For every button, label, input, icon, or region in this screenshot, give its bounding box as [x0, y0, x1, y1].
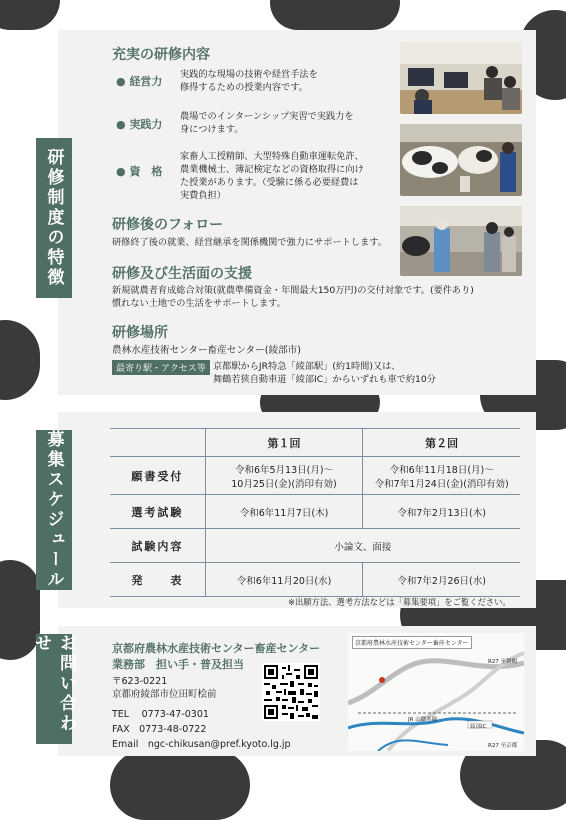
table-row: [110, 457, 520, 495]
access-badge: 最寄り駅・アクセス等: [112, 360, 210, 375]
schedule-note: ※出願方法、選考方法などは「募集要項」をご覧ください。: [288, 597, 511, 607]
support-text: 新規就農者育成総合対策(就農準備資金・年間最大150万円)の交付対象です。(要件あり) 慣れない土地での生活をサポートします。: [112, 285, 474, 309]
place-title: 研修場所: [112, 325, 168, 341]
fax: FAX 0773-48-0722: [112, 724, 207, 735]
org-name: 京都府農林水産技術センター畜産センター: [112, 642, 321, 655]
barn-photo: [400, 206, 522, 276]
cow-pattern-spot: [0, 0, 60, 30]
email[interactable]: Email ngc-chikusan@pref.kyoto.lg.jp: [112, 739, 291, 750]
postal-code: 〒623-0221: [112, 676, 168, 687]
cow-pattern-spot: [0, 320, 40, 400]
row-label-exam-content: 試験内容: [110, 529, 205, 563]
schedule-header-blank: [110, 429, 205, 457]
schedule-tab: [36, 430, 72, 590]
support-title: 研修及び生活面の支援: [112, 266, 252, 282]
schedule-header-row: [110, 429, 520, 457]
row-label-announcement: 発 表: [110, 563, 205, 597]
table-row: [110, 495, 520, 529]
schedule-tab-label: 募集スケジュール: [43, 430, 64, 590]
application-round-2: 令和6年11月18日(月)～ 令和7年1月24日(金)(消印有効): [363, 457, 520, 495]
map-label: 京都府農林水産技術センター畜産センター: [352, 636, 472, 649]
bullet-management-label: ● 経営力: [116, 75, 163, 88]
address: 京都府綾部市位田町桧前: [112, 689, 217, 700]
bullet-management-text: 実践的な現場の技術や経営手法を 修得するための授業内容です。: [180, 69, 318, 93]
follow-text: 研修終了後の就業、経営継承を関係機関で強力にサポートします。: [112, 237, 387, 248]
tel: TEL 0773-47-0301: [112, 709, 209, 720]
row-label-application: 願書受付: [110, 457, 205, 495]
dept-name: 業務部 担い手・普及担当: [112, 658, 244, 671]
table-row: [110, 529, 520, 563]
map-ic: 綾部IC: [470, 724, 487, 730]
bullet-practice-label: ● 実践力: [116, 118, 163, 131]
column-round-2: 第２回: [363, 429, 520, 457]
follow-title: 研修後のフォロー: [112, 217, 224, 233]
bullet-qualification-label: ● 資 格: [116, 165, 163, 178]
qr-code[interactable]: [262, 663, 320, 721]
classroom-photo: [400, 42, 522, 114]
training-content-title: 充実の研修内容: [112, 47, 210, 63]
contact-tab: [31, 634, 76, 744]
map-station: JR 山陰本線: [408, 717, 438, 723]
exam-round-1: 令和6年11月7日(木): [205, 495, 363, 529]
announcement-round-2: 令和7年2月26日(水): [363, 563, 520, 597]
cow-pattern-spot: [110, 750, 250, 820]
place-name: 農林水産技術センター畜産センター(綾部市): [112, 345, 301, 356]
access-text: 京都駅からJR特急「綾部駅」(約1時間)又は、 舞鶴若狭自動車道「綾部IC」からいずれも車で約10分: [213, 361, 436, 385]
bullet-qualification-text: 家畜人工授精師、大型特殊自動車運転免許、 農業機械士、簿記検定などの資格取得に向け た授業があります。（受験に係る必要経費は 実費負担）: [180, 151, 364, 201]
column-round-1: 第１回: [205, 429, 363, 457]
cows-photo: [400, 124, 522, 196]
exam-round-2: 令和7年2月13日(木): [363, 495, 520, 529]
cow-pattern-spot: [270, 0, 400, 30]
exam-content-merged: 小論文、面接: [205, 529, 520, 563]
row-label-exam: 選考試験: [110, 495, 205, 529]
bullet-practice-text: 農場でのインターンシップ実習で実践力を 身につけます。: [180, 111, 354, 135]
access-map: [348, 633, 524, 751]
features-tab-label: 研修制度の特徴: [43, 148, 64, 288]
announcement-round-1: 令和6年11月20日(水): [205, 563, 363, 597]
table-row: [110, 563, 520, 597]
features-tab: [36, 138, 72, 298]
contact-tab-label: お問い合わせ: [31, 634, 76, 734]
map-road-maizuru: R27 至舞鶴: [488, 659, 518, 665]
schedule-table: [110, 428, 520, 597]
map-road-kyoto: R27 至京都: [488, 743, 518, 749]
application-round-1: 令和6年5月13日(月)～ 10月25日(金)(消印有効): [205, 457, 363, 495]
